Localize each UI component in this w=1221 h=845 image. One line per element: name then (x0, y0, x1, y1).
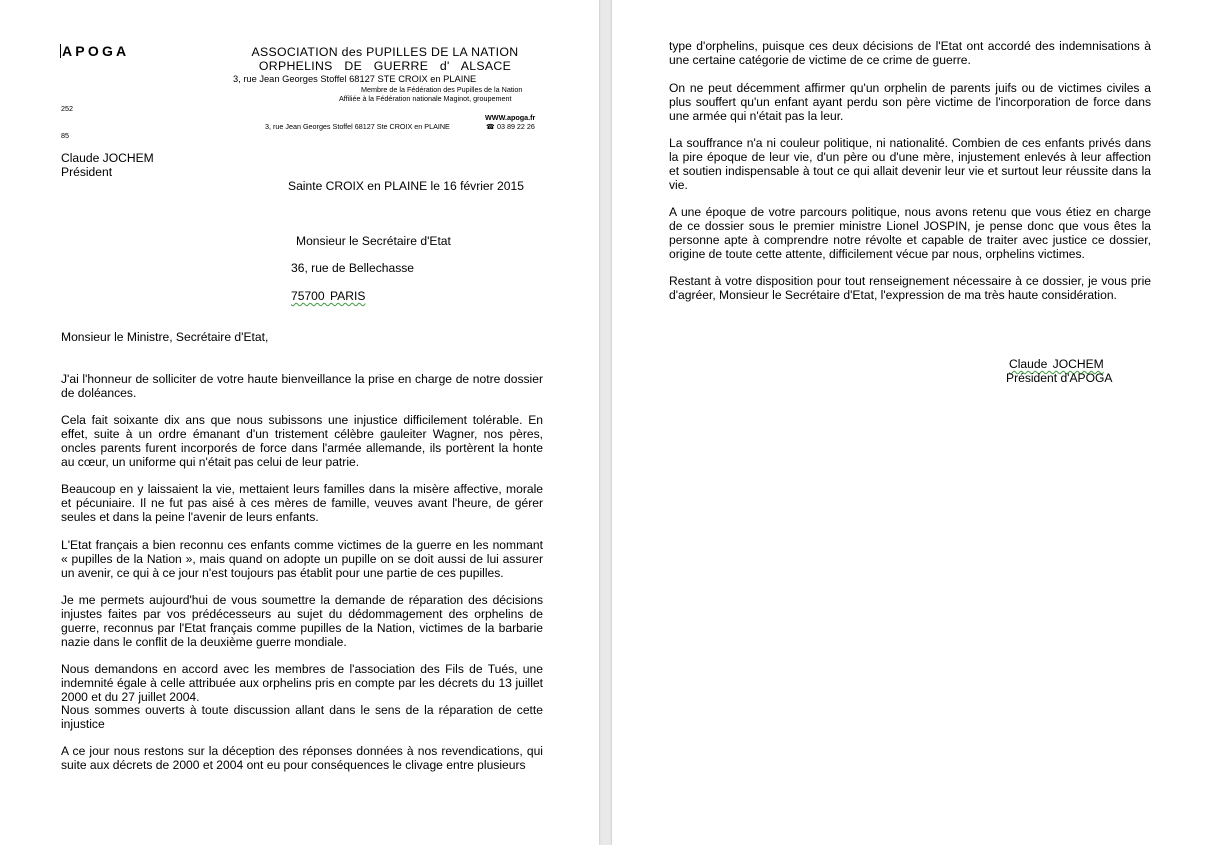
recipient-line1: Monsieur le Secrétaire d'Etat (296, 234, 451, 248)
paragraph: Cela fait soixante dix ans que nous subissons une injustice difficilement tolérable. En effet, suite à un ordre émanant d'un tristement célèbre gauleiter Wagner, nos pères, oncles parents furent incorporés de force dans l'armée allemande, ils portèrent la honte au cœur, un uniforme qui n'était pas celui de leur patrie. (61, 413, 543, 469)
association-name-line2: ORPHELINS DE GUERRE d' ALSACE (258, 59, 512, 73)
affiliee-federation: Affiliée à la Fédération nationale Maginot, groupement (339, 94, 512, 103)
sender-title: Président (61, 165, 113, 179)
paragraph: type d'orphelins, puisque ces deux décisions de l'Etat ont accordé des indemnisations à une certaine catégorie de victime de ce crime de guerre. (669, 39, 1151, 67)
association-name-line1: ASSOCIATION des PUPILLES DE LA NATION (251, 45, 519, 59)
paragraph: L'Etat français a bien reconnu ces enfants comme victimes de la guerre en les nommant « pupilles de la Nation », mais quand on adopte un pupille on se doit aussi de lui assurer un avenir, ce qui à ce jour n'est toujours pas établit pour une partie de ces pupilles. (61, 538, 543, 580)
footer-address: 3, rue Jean Georges Stoffel 68127 Ste CROIX en PLAINE (265, 122, 450, 131)
paragraph: A une époque de votre parcours politique, nous avons retenu que vous étiez en charge de ce dossier sous le premier ministre Lionel JOSPIN, je pense donc que vous êtes la personne apte à comprendre notre révolte et capable de traiter avec justice ce dossier, origine de toute cette attente, difficilement vécue par nous, orphelins victimes. (669, 205, 1151, 261)
recipient-line2: 36, rue de Bellechasse (291, 261, 415, 275)
paragraph: Nous sommes ouverts à toute discussion allant dans le sens de la réparation de cette injustice (61, 703, 543, 731)
date-line: Sainte CROIX en PLAINE le 16 février 2015 (288, 179, 524, 193)
paragraph: Je me permets aujourd'hui de vous soumettre la demande de réparation des décisions injustes faites par vos prédécesseurs au sujet du dédommagement des orphelins de guerre, reconnus par l'Etat français comme pupilles de la Nation, victimes de la barbarie nazie dans le conflit de la deuxième guerre mondiale. (61, 593, 543, 649)
paragraph: Nous demandons en accord avec les membres de l'association des Fils de Tués, une indemnité égale à celle attribuée aux orphelins pris en compte par les décrets du 13 juillet 2000 et du 27 juillet 2004. (61, 662, 543, 704)
document-page-2[interactable] (612, 0, 1221, 845)
logo-text: APOGA (62, 43, 130, 59)
header-number-85: 85 (61, 131, 69, 140)
association-address: 3, rue Jean Georges Stoffel 68127 STE CROIX en PLAINE (233, 74, 477, 84)
paragraph: A ce jour nous restons sur la déception des réponses données à nos revendications, qui suite aux décrets de 2000 et 2004 ont eu pour conséquences le clivage entre plusieurs (61, 744, 543, 772)
recipient-line3: 75700 PARIS (291, 289, 366, 303)
membre-federation: Membre de la Fédération des Pupilles de la Nation (361, 85, 523, 94)
signature-title: Président d'APOGA (1006, 371, 1113, 385)
paragraph: J'ai l'honneur de solliciter de votre haute bienveillance la prise en charge de notre dossier de doléances. (61, 372, 543, 400)
document-page-1[interactable] (0, 0, 599, 845)
paragraph: Beaucoup en y laissaient la vie, mettaient leurs familles dans la misère affective, morale et pécuniaire. Il ne fut pas aisé à ces mères de famille, veuves avant l'heure, de gérer seules et dans la peine l'avenir de leurs enfants. (61, 482, 543, 524)
website-text: WWW.apoga.fr (485, 113, 536, 122)
phone-text: ☎ 03 89 22 26 (486, 122, 535, 131)
header-number-252: 252 (61, 104, 73, 113)
salutation: Monsieur le Ministre, Secrétaire d'Etat, (61, 330, 269, 344)
paragraph: Restant à votre disposition pour tout renseignement nécessaire à ce dossier, je vous prie d'agréer, Monsieur le Secrétaire d'Etat, l'expression de ma très haute considération. (669, 274, 1151, 302)
text-cursor (60, 44, 61, 58)
sender-name: Claude JOCHEM (61, 151, 154, 165)
signature-name: Claude JOCHEM (1009, 357, 1104, 371)
paragraph: La souffrance n'a ni couleur politique, ni nationalité. Combien de ces enfants privés dans la pire époque de leur vie, d'un père ou d'une mère, injustement enlevés à leur affection et soutien indispensable à tout ce qui allait devenir leur vie et surtout leur réussite dans la vie. (669, 136, 1151, 192)
paragraph: On ne peut décemment affirmer qu'un orphelin de parents juifs ou de victimes civiles a plus souffert qu'un enfant ayant perdu son père victime de l'incorporation de force dans une armée qui n'était pas la leur. (669, 81, 1151, 123)
